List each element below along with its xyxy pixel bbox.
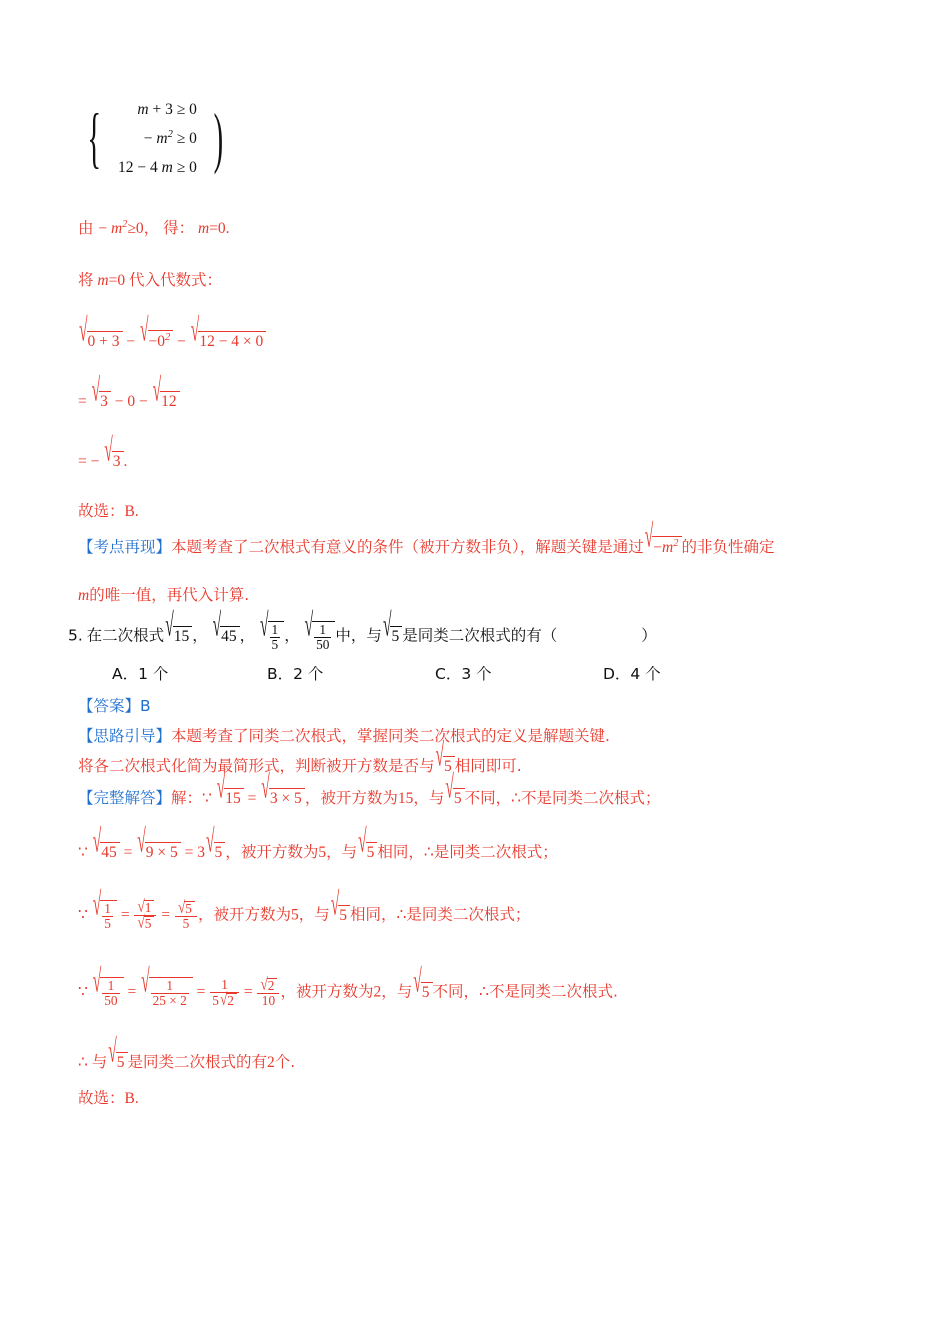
radical-3-negative: √3 bbox=[104, 451, 123, 471]
solution-2-text-1: 被开方数为 bbox=[240, 843, 319, 862]
solution-3-text-4: 是同类二次根式； bbox=[406, 905, 531, 924]
review-tag: 【考点再现】 bbox=[78, 538, 172, 557]
conclusion-text-2: 是同类二次根式的有 bbox=[127, 1053, 268, 1072]
step-1-expr: − $m^2\ge 0$ bbox=[97, 219, 144, 238]
review-text-1: 本题考查了二次根式有意义的条件（被开方数非负），解题关键是通过 bbox=[171, 538, 644, 557]
step-2 bbox=[78, 268, 878, 290]
inequality-row-1: m + 3 ≥ 0 bbox=[137, 101, 197, 118]
option-b[interactable]: B．2 个 bbox=[267, 665, 324, 684]
radical-one-fiftieth: √ $\frac{1}{50}$ bbox=[305, 621, 336, 652]
fraction-1-over-5sqrt2: $\frac{1}{5√2}$ bbox=[210, 978, 239, 1008]
step-3: $√0 + 3 - √-0^2 - √12 - 4 \times 0$ bbox=[78, 330, 878, 351]
radical-5-sol2: √5 bbox=[358, 842, 377, 862]
inequality-rows bbox=[88, 96, 223, 182]
radical-one-fifth: √ $\frac{1}{5}$ bbox=[260, 621, 284, 652]
solution-1-value: 15 bbox=[397, 790, 414, 808]
fraction-sqrt5-over-5: $\frac{√5}{5}$ bbox=[175, 901, 197, 931]
solution-1-text-1: 被开方数为 bbox=[320, 789, 398, 808]
guide-paragraph bbox=[78, 724, 878, 746]
solution-4-text-4: 不是同类二次根式. bbox=[488, 982, 618, 1001]
guide-text: 本题考查了同类二次根式，掌握同类二次根式的定义是解题关键. bbox=[171, 727, 610, 746]
radical-5-coeff3: √5 bbox=[206, 842, 225, 862]
solution-3-text-1: 被开方数为 bbox=[213, 905, 291, 924]
solution-3-value: 5 bbox=[290, 906, 299, 924]
solution-3-text-3: 相同， bbox=[350, 905, 397, 924]
radical-1-over-25x2: √ $\frac{1}{25 \times 2}$ bbox=[141, 977, 193, 1008]
solution-2-text-2: 与 bbox=[341, 843, 358, 862]
question-text-1: 在二次根式 bbox=[86, 626, 165, 645]
step-2-sub: m=0 bbox=[97, 272, 126, 290]
step-1-result: m=0 bbox=[197, 220, 226, 238]
radical-3x5: √3 × 5 bbox=[261, 788, 305, 808]
guide-text-2a: 将各二次根式化简为最简形式，判断被开方数是否与 bbox=[78, 757, 435, 776]
question-text-2: 中，与 bbox=[335, 626, 382, 645]
radical-9x5: √9 × 5 bbox=[137, 842, 181, 862]
solution-tag: 【完整解答】 bbox=[78, 789, 172, 808]
solution-conclusion: ∴ 与√5 是同类二次根式的有2个. bbox=[78, 1034, 296, 1072]
step-1-de: 得： bbox=[163, 219, 195, 238]
solution-line-2: ∵ √45 = √9 × 5 = 3√5 ，被开方数为5，与√5 相同，∴是同类二次根式； bbox=[78, 824, 558, 862]
radical-45-sol: √45 bbox=[93, 842, 120, 862]
radical-5-guide: √5 bbox=[436, 756, 455, 776]
guide-tag: 【思路引导】 bbox=[78, 727, 172, 746]
inequality-system bbox=[88, 96, 223, 182]
step-1-prefix: 由 bbox=[78, 219, 94, 238]
step-2-text: 代入代数式： bbox=[128, 271, 222, 290]
document-content bbox=[68, 96, 878, 1122]
answer-tag: 【答案】 bbox=[78, 697, 141, 716]
solution-1-text-2: 与 bbox=[428, 789, 445, 808]
fraction-sqrt2-over-10: $\frac{√2}{10}$ bbox=[257, 978, 279, 1008]
solution-4-text-2: 与 bbox=[396, 982, 413, 1001]
answer-options bbox=[78, 662, 878, 684]
inequality-row-3: 12 − 4 m ≥ 0 bbox=[118, 158, 197, 176]
radical-5-sol4: √5 bbox=[413, 982, 432, 1002]
radical-45: √45 bbox=[213, 626, 240, 646]
answer-paragraph bbox=[78, 694, 878, 716]
review-variable: m bbox=[78, 587, 90, 605]
brace-left: { bbox=[87, 100, 102, 176]
solution-1-text-3: 不同， bbox=[464, 789, 512, 808]
solution-2-text-3: 相同， bbox=[377, 843, 424, 862]
question-5: 5. 在二次根式√15 ， √45 ， √ $\frac{1}{5}$ ， √ $\frac{1}{50}$ 中，与√5 是同类二次根式的有（ ） bbox=[68, 607, 657, 653]
solution-1-text-4: 不是同类二次根式； bbox=[521, 789, 661, 808]
conclusion-text-3: 个. bbox=[274, 1053, 296, 1072]
radical-5-q5: √5 bbox=[383, 626, 402, 646]
solution-4-text-3: 不同， bbox=[432, 982, 480, 1001]
step-5: = − √3 . bbox=[78, 433, 128, 471]
conclusion-count: 2 bbox=[267, 1054, 275, 1072]
solution-line-4: ∵ √ $\frac{1}{50}$ = √ $\frac{1}{25 \times 2}$ = $\frac{1}{5√2}$ = $\frac{√2}{10}$ ，被开方数为2，与√5 不同，∴不是同类二次根式. bbox=[78, 963, 618, 1009]
solution-2-value: 5 bbox=[318, 844, 327, 862]
guide-line-2 bbox=[78, 738, 878, 776]
solution-4-value: 2 bbox=[373, 983, 382, 1001]
question-text-3: 是同类二次根式的有（ bbox=[402, 626, 558, 645]
radical-neg-m-squared: $√-m^2$ bbox=[645, 536, 682, 557]
question-number: 5. bbox=[68, 626, 83, 645]
option-c[interactable]: C．3 个 bbox=[435, 665, 492, 684]
fraction-sqrt1-over-sqrt5: $\frac{√1}{√5}$ bbox=[134, 900, 156, 931]
step-4: = √3 − 0 − √12 bbox=[78, 391, 878, 411]
radical-0-plus-3: √0 + 3 bbox=[79, 331, 123, 351]
solution-line-3: ∵ √ $\frac{1}{5}$ = $\frac{√1}{√5}$ = $\frac{√5}{5}$ ，被开方数为5，与√5 相同，∴是同类二次根式； bbox=[78, 886, 531, 932]
solution-lead: 解： bbox=[171, 789, 203, 808]
conclusion-text-1: 与 bbox=[91, 1053, 108, 1072]
step-2-prefix: 将 bbox=[78, 271, 94, 290]
solution-2-text-4: 是同类二次根式； bbox=[433, 843, 558, 862]
radical-12-minus-4x0: √12 − 4 × 0 bbox=[191, 331, 267, 351]
guide-text-2b: 相同即可. bbox=[454, 757, 522, 776]
review-text-2: 的非负性确定 bbox=[681, 538, 775, 557]
choose-answer-1: 故选：B. bbox=[78, 503, 139, 521]
option-d[interactable]: D．4 个 bbox=[603, 665, 661, 684]
option-a[interactable]: A．1 个 bbox=[112, 665, 169, 684]
radical-5-conclusion: √5 bbox=[108, 1052, 127, 1072]
radical-5-sol3: √5 bbox=[331, 905, 350, 925]
radical-one-fifth-sol: √ $\frac{1}{5}$ bbox=[93, 900, 117, 931]
radical-3: √3 bbox=[92, 391, 111, 411]
question-text-4: ） bbox=[641, 626, 657, 645]
review-paragraph bbox=[78, 519, 878, 557]
solution-3-text-2: 与 bbox=[314, 905, 330, 924]
radical-5-sol1: √5 bbox=[445, 788, 464, 808]
radical-15-sol: √15 bbox=[217, 788, 244, 808]
review-text-3: 的唯一值，再代入计算. bbox=[89, 586, 250, 605]
radical-15: √15 bbox=[165, 626, 192, 646]
inequality-row-2: − $m^2 \ge 0$ bbox=[143, 128, 197, 147]
radical-neg-0-squared: $√-0^2$ bbox=[140, 330, 173, 351]
solution-4-text-1: 被开方数为 bbox=[295, 982, 374, 1001]
brace-right: ) bbox=[213, 100, 224, 176]
radical-one-fiftieth-sol: √ $\frac{1}{50}$ bbox=[93, 977, 124, 1008]
review-line-2 bbox=[78, 583, 878, 605]
solution-line-1: 【完整解答】解：∵ √15 = √3 × 5 ，被开方数为15，与√5 不同，∴不是同类二次根式； bbox=[78, 770, 661, 808]
choose-answer-2: 故选：B. bbox=[78, 1090, 139, 1108]
radical-12: √12 bbox=[153, 391, 180, 411]
step-1: 由 − $m^2\ge 0$， 得： m=0. bbox=[78, 219, 230, 238]
answer-value: B bbox=[140, 697, 151, 716]
